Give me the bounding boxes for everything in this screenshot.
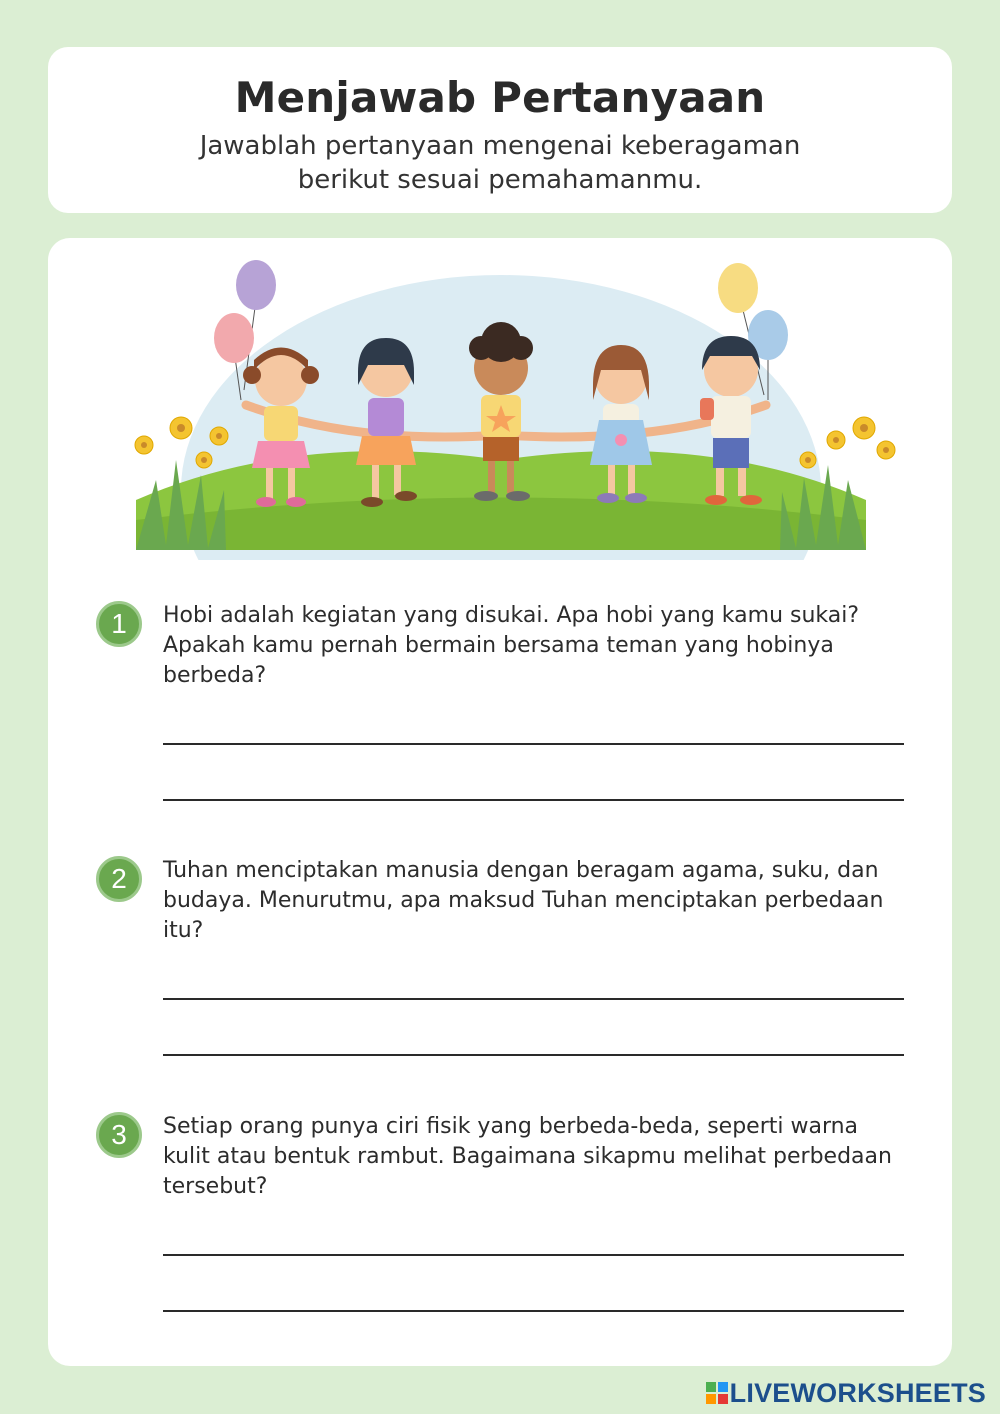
children-holding-hands-illustration (96, 260, 906, 560)
worksheet-card (48, 238, 952, 1366)
question-number-badge: 1 (96, 601, 142, 647)
page-title: Menjawab Pertanyaan (234, 73, 766, 122)
answer-line[interactable] (163, 1310, 904, 1312)
question-2 (96, 856, 906, 1056)
question-text: Tuhan menciptakan manusia dengan beragam agama, suku, dan budaya. Menurutmu, apa maksud Tuhan menciptakan perbedaan itu? (163, 858, 884, 943)
answer-line[interactable] (163, 743, 904, 745)
liveworksheets-logo-icon (706, 1382, 728, 1404)
header-card (48, 47, 952, 213)
liveworksheets-watermark (706, 1378, 986, 1408)
question-text: Hobi adalah kegiatan yang disukai. Apa hobi yang kamu sukai? Apakah kamu pernah bermain bersama teman yang hobinya berbeda? (163, 603, 860, 688)
question-3 (96, 1112, 906, 1312)
answer-line[interactable] (163, 1054, 904, 1056)
question-text: Setiap orang punya ciri fisik yang berbeda-beda, seperti warna kulit atau bentuk rambut. Bagaimana sikapmu melihat perbedaan tersebut? (163, 1114, 892, 1199)
watermark-text: LIVEWORKSHEETS (729, 1377, 986, 1408)
answer-line[interactable] (163, 998, 904, 1000)
answer-line[interactable] (163, 1254, 904, 1256)
page-subtitle: Jawablah pertanyaan mengenai keberagaman berikut sesuai pemahamanmu. (199, 131, 801, 195)
question-number-badge: 3 (96, 1112, 142, 1158)
question-number-badge: 2 (96, 856, 142, 902)
question-1 (96, 601, 906, 801)
answer-line[interactable] (163, 799, 904, 801)
